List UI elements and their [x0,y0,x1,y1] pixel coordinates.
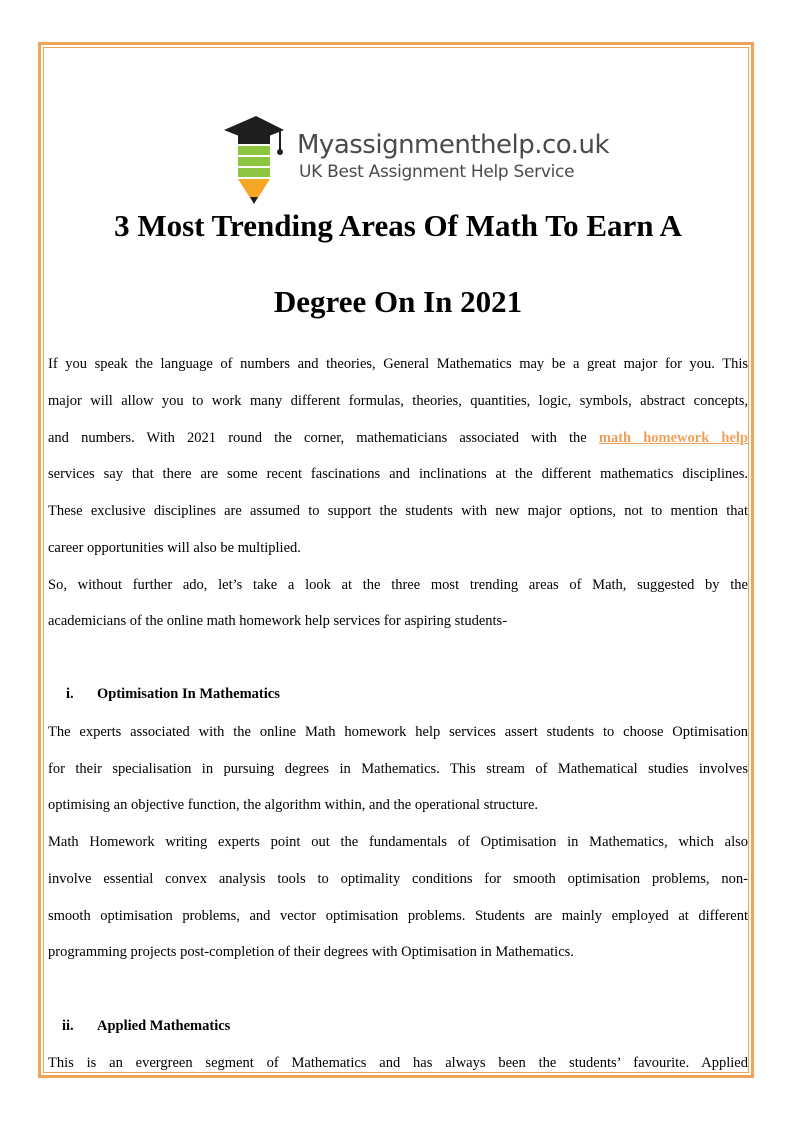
section1-line: programming projects post-completion of their degrees with Optimisation in Mathematics. [48,944,574,960]
page-title-line-1: 3 Most Trending Areas Of Math To Earn A [114,208,682,243]
section-number: ii. [62,1018,74,1034]
intro-line: major will allow you to work many different formulas, theories, quantities, logic, symbols, abstract concepts, [48,393,748,409]
section1-line: optimising an objective function, the algorithm within, and the operational structure. [48,797,539,813]
section1-line: for their specialisation in pursuing degrees in Mathematics. This stream of Mathematical studies involves [48,761,748,777]
graduation-cap-pencil-icon [222,110,286,206]
section2-line: This is an evergreen segment of Mathematics and has always been the students’ favourite. Applied [48,1055,748,1071]
intro-line-with-link [48,430,748,447]
logo-name: Myassignmenthelp.co.uk [297,130,610,160]
intro-line: So, without further ado, let’s take a look at the three most trending areas of Math, suggested by the [48,577,748,593]
intro-line: If you speak the language of numbers and theories, General Mathematics may be a great major for you. This [48,356,748,372]
section1-line: involve essential convex analysis tools to optimality conditions for smooth optimisation problems, non- [48,871,748,887]
intro-line: These exclusive disciplines are assumed to support the students with new major options, not to mention that [48,503,748,519]
intro-line: academicians of the online math homework help services for aspiring students- [48,613,508,629]
section-heading-applied-mathematics: Applied Mathematics [97,1018,231,1034]
math-homework-help-link[interactable]: math homework help [598,430,748,446]
section-heading-optimisation: Optimisation In Mathematics [97,686,280,702]
intro-line: services say that there are some recent fascinations and inclinations at the different mathematics disciplines. [48,466,748,482]
section1-line: Math Homework writing experts point out the fundamentals of Optimisation in Mathematics, which also [48,834,748,850]
section-number: i. [66,686,74,702]
logo-tagline: UK Best Assignment Help Service [299,162,575,182]
intro-text: and numbers. With 2021 round the corner, mathematicians associated with the [48,430,587,446]
page-title-line-2: Degree On In 2021 [273,284,523,319]
section1-line: The experts associated with the online Math homework help services assert students to choose Optimisation [48,724,748,740]
site-logo [222,110,610,206]
intro-line: career opportunities will also be multiplied. [48,540,301,556]
section1-line: smooth optimisation problems, and vector optimisation problems. Students are mainly employed at different [48,908,748,924]
